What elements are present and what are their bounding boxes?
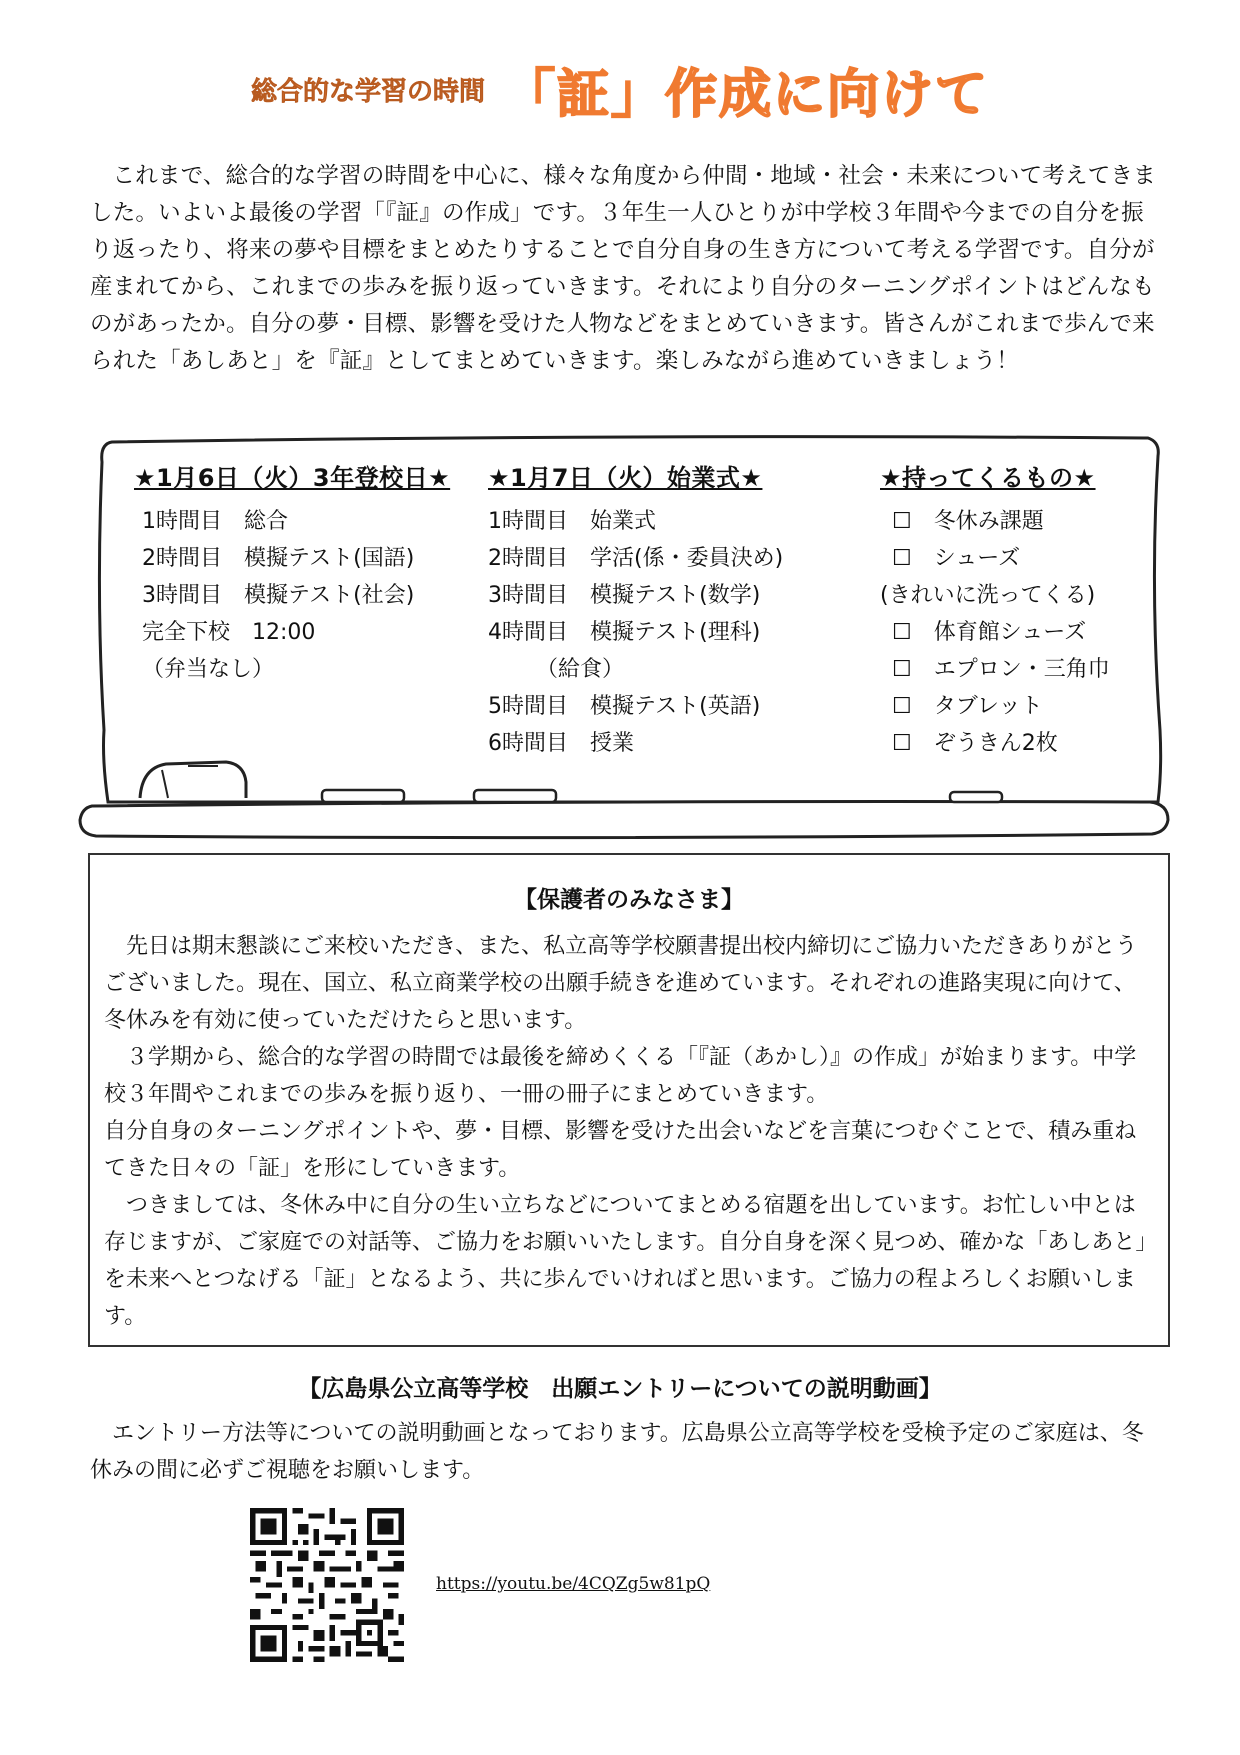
jan7-line: 3時間目 模擬テスト(数学) — [488, 583, 761, 608]
jan7-line: 1時間目 始業式 — [488, 509, 656, 534]
item-checkbox-line: ☐ エプロン・三角巾 — [892, 657, 1110, 682]
parents-heading: 【保護者のみなさま】 — [514, 887, 744, 913]
item-checkbox-line: ☐ 冬休み課題 — [892, 509, 1044, 534]
page-title — [0, 52, 1240, 127]
jan7-heading: ★1月7日（火）始業式★ — [488, 464, 763, 492]
jan6-line: （弁当なし） — [142, 657, 275, 682]
jan7-line: 2時間目 学活(係・委員決め) — [488, 546, 784, 571]
item-checkbox-line: ☐ ぞうきん2枚 — [892, 731, 1058, 756]
jan6-line: 3時間目 模擬テスト(社会) — [142, 583, 415, 608]
jan6-line: 2時間目 模擬テスト(国語) — [142, 546, 415, 571]
jan7-line: （給食） — [536, 657, 625, 682]
video-heading: 【広島県公立高等学校 出願エントリーについての説明動画】 — [298, 1376, 942, 1402]
board-column-items — [880, 460, 1110, 762]
intro-paragraph: これまで、総合的な学習の時間を中心に、様々な角度から仲間・地域・社会・未来について考えてきました。いよいよ最後の学習「『証』の作成」です。３年生一人ひとりが中学校３年間や今までの自分を振り返ったり、将来の夢や目標をまとめたりすることで自分自身の生き方について考える学習です。自分が産まれてから、これまでの歩みを振り返っていきます。それにより自分のターニングポイントはどんなものがあったか。自分の夢・目標、影響を受けた人物などをまとめていきます。皆さんがこれまで歩んで来られた「あしあと」を『証』としてまとめていきます。楽しみながら進めていきましょう！ — [90, 163, 1156, 374]
parents-body — [104, 928, 1154, 1335]
jan6-line: 1時間目 総合 — [142, 509, 288, 534]
item-checkbox-line: ☐ シューズ — [892, 546, 1021, 571]
items-heading: ★持ってくるもの★ — [880, 464, 1096, 492]
item-note: (きれいに洗ってくる) — [880, 583, 1096, 608]
jan7-line: 5時間目 模擬テスト(英語) — [488, 694, 761, 719]
jan6-heading: ★1月6日（火）3年登校日★ — [134, 464, 451, 492]
title-subject: 総合的な学習の時間 — [250, 77, 485, 107]
parents-notice-box — [88, 853, 1170, 1347]
parents-paragraph: 自分自身のターニングポイントや、夢・目標、影響を受けた出会いなどを言葉につむぐことで、積み重ねてきた日々の「証」を形にしていきます。 — [104, 1119, 1137, 1181]
jan7-line: 6時間目 授業 — [488, 731, 634, 756]
video-url-link[interactable]: https://youtu.be/4CQZg5w81pQ — [436, 1574, 711, 1594]
jan6-line: 完全下校 12:00 — [142, 620, 316, 645]
jan7-line: 4時間目 模擬テスト(理科) — [488, 620, 761, 645]
title-main: 「証」作成に向けて — [503, 65, 990, 125]
video-description: エントリー方法等についての説明動画となっております。広島県公立高等学校を受検予定のご家庭は、冬休みの間に必ずご視聴をお願いします。 — [90, 1421, 1144, 1483]
parents-paragraph: つきましては、冬休み中に自分の生い立ちなどについてまとめる宿題を出しています。お忙しい中とは存じますが、ご家庭での対話等、ご協力をお願いいたします。自分自身を深く見つめ、確かな「あしあと」を未来へとつなげる「証」となるよう、共に歩んでいければと思います。ご協力の程よろしくお願いします。 — [104, 1193, 1147, 1329]
item-checkbox-line: ☐ 体育館シューズ — [892, 620, 1087, 645]
parents-paragraph: ３学期から、総合的な学習の時間では最後を締めくくる「『証（あかし）』の作成」が始まります。中学校３年間やこれまでの歩みを振り返り、一冊の冊子にまとめていきます。 — [104, 1045, 1137, 1107]
qr-code-image — [250, 1508, 404, 1662]
board-column-jan7 — [488, 460, 783, 762]
item-checkbox-line: ☐ タブレット — [892, 694, 1043, 719]
board-column-jan6 — [134, 460, 450, 688]
parents-paragraph: 先日は期末懇談にご来校いただき、また、私立高等学校願書提出校内締切にご協力いただきありがとうございました。現在、国立、私立商業学校の出願手続きを進めています。それぞれの進路実現に向けて、冬休みを有効に使っていただけたらと思います。 — [104, 934, 1138, 1033]
